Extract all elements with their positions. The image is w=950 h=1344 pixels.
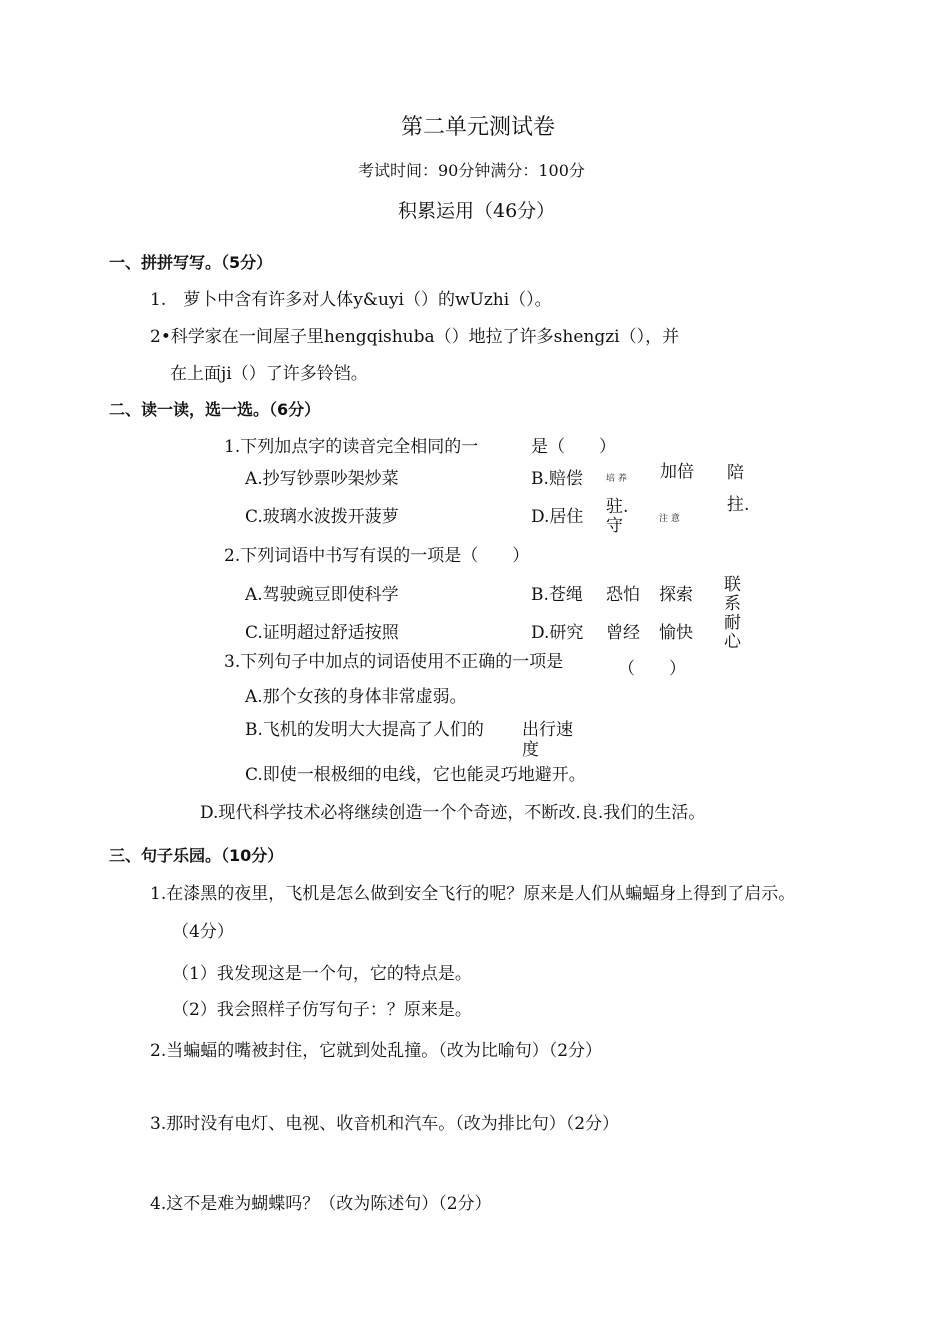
option-a: A.抄写钞票吵架炒菜	[245, 469, 399, 489]
option-b-word: 探索	[659, 585, 693, 605]
option-b-word: 恐怕	[606, 585, 640, 605]
option-c: C.玻璃水波拨开菠萝	[245, 507, 399, 527]
section-2-heading: 二、读一读，选一选。（6分）	[109, 400, 321, 419]
question-2-1-stem-tail: 是（ ）	[531, 437, 616, 457]
option-d: D.研究	[531, 623, 584, 643]
question-3-2: 2.当蝙蝠的嘴被封住，它就到处乱撞。（改为比喻句）（2分）	[150, 1041, 603, 1061]
question-2-2-stem: 2.下列词语中书写有误的一项是（ ）	[224, 546, 530, 566]
option-d-word: 驻.守	[606, 497, 629, 536]
option-d: D.居住	[531, 507, 584, 527]
option-b-word: 加倍	[660, 462, 694, 482]
question-2-3-stem-tail: （ ）	[618, 659, 686, 679]
option-a: A.驾驶豌豆即使科学	[245, 585, 399, 605]
question-3-1: 1.在漆黑的夜里，飞机是怎么做到安全飞行的呢？原来是人们从蝙蝠身上得到了启示。	[150, 884, 796, 904]
option-d: D.现代科学技术必将继续创造一个个奇迹，不断改.良.我们的生活。	[200, 803, 706, 823]
option-d-word: 曾经	[606, 623, 640, 643]
option-c: C.即使一根极细的电线，它也能灵巧地避开。	[245, 765, 586, 785]
option-b-word: 联系	[724, 575, 741, 614]
option-b-word: 陪	[727, 463, 744, 483]
option-d-word: 拄.	[727, 495, 750, 515]
question-2-3-stem: 3.下列句子中加点的词语使用不正确的一项是	[224, 652, 564, 672]
option-b: B.赔偿	[531, 469, 583, 489]
question-3-1-sub1: （1）我发现这是一个句，它的特点是。	[172, 964, 472, 984]
question-3-3: 3.那时没有电灯、电视、收音机和汽车。（改为排比句）（2分）	[150, 1114, 620, 1134]
question-3-1-score: （4分）	[172, 922, 234, 942]
question-2-1-stem: 1.下列加点字的读音完全相同的一	[224, 437, 479, 457]
section-1-heading: 一、拼拼写写。（5分）	[109, 253, 273, 272]
option-b-word: 培 养	[606, 474, 627, 484]
option-b: B.飞机的发明大大提高了人们的	[245, 720, 484, 740]
exam-info: 考试时间：90分钟满分：100分	[358, 161, 585, 180]
question-3-1-sub2: （2）我会照样子仿写句子：？原来是。	[172, 1000, 472, 1020]
section-3-heading: 三、句子乐园。（10分）	[109, 846, 284, 865]
page-title: 第二单元测试卷	[401, 115, 556, 140]
option-d-word: 注 意	[659, 514, 680, 524]
option-c: C.证明超过舒适按照	[245, 623, 399, 643]
option-b: B.苍绳	[531, 585, 583, 605]
question-1-1: 1. 萝卜中含有许多对人体y&uyi（）的wUzhi（）。	[150, 290, 552, 310]
question-1-2-line1: 2•科学家在一间屋子里hengqishuba（）地拉了许多shengzi（），并	[150, 327, 680, 347]
option-d-word: 愉快	[659, 623, 693, 643]
option-d-word: 耐心	[724, 613, 741, 652]
option-b-tail: 出行速度	[522, 720, 573, 760]
option-a: A.那个女孩的身体非常虚弱。	[245, 687, 467, 707]
question-3-4: 4.这不是难为蝴蝶吗？（改为陈述句）（2分）	[150, 1194, 492, 1214]
part-heading: 积累运用（46分）	[398, 200, 556, 222]
question-1-2-line2: 在上面ji（）了许多铃铛。	[170, 364, 368, 384]
